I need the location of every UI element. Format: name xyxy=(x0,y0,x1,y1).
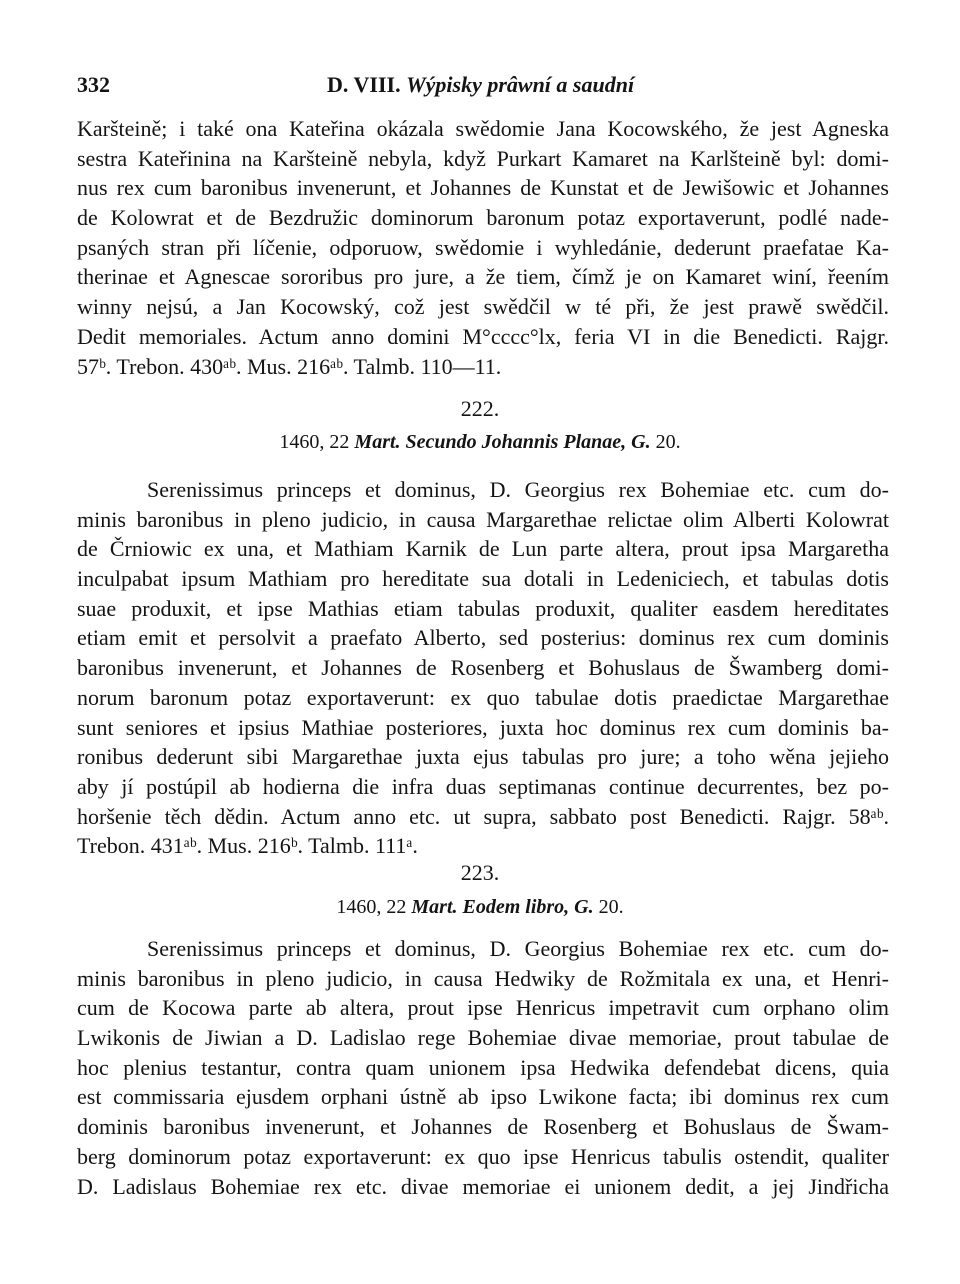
text-line: de Kolowrat et de Bezdružic dominorum baronum potaz exportaverunt, podlé nade- xyxy=(77,205,889,231)
text-line: suae produxit, et ipse Mathias etiam tabulas produxit, qualiter easdem hereditates xyxy=(77,595,889,621)
text-line: winny nejsú, a Jan Kocowský, což jest swědčil w té při, že jest prawě swědčil. xyxy=(77,294,889,320)
text-line: minis baronibus in pleno judicio, in causa Margarethae relictae olim Alberti Kolowrat xyxy=(77,506,889,532)
text-line: therinae et Agnescae sororibus pro jure, a že tiem, čímž je on Kamaret winí, řeením xyxy=(77,264,889,290)
text-line: psaných stran při líčenie, odporuow, swědomie i wyhledánie, dederunt praefatae Ka- xyxy=(77,234,889,260)
text-line: dominis baronibus invenerunt, et Johannes de Rosenberg et Bohuslaus de Šwam- xyxy=(77,1114,889,1140)
entry-dateline xyxy=(0,896,960,919)
text-line: sunt seniores et ipsius Mathiae posteriores, juxta hoc dominus rex cum dominis ba- xyxy=(77,714,889,740)
entry-text xyxy=(77,934,889,1201)
text-line: Trebon. 431ᵃᵇ. Mus. 216ᵇ. Talmb. 111ᵃ. xyxy=(77,833,418,859)
text-line: est commissaria ejusdem orphani ústně ab ipso Lwikone facta; ibi dominus rex cum xyxy=(77,1084,889,1110)
text-line: Serenissimus princeps et dominus, D. Georgius rex Bohemiae etc. cum do- xyxy=(147,477,889,502)
text-line: nus rex cum baronibus invenerunt, et Johannes de Kunstat et de Jewišowic et Johannes xyxy=(77,175,889,201)
entry-number: 222. xyxy=(460,396,500,421)
text-line: inculpabat ipsum Mathiam pro hereditate sua dotali in Ledeniciech, et tabulas dotis xyxy=(77,566,889,592)
text-line: minis baronibus in pleno judicio, in causa Hedwiky de Rožmitala ex una, et Henri- xyxy=(77,965,889,991)
text-line: ronibus dederunt sibi Margarethae juxta ejus tabulas pro jure; a toho wěna jejieho xyxy=(77,744,889,770)
text-line: sestra Kateřinina na Karšteině nebyla, když Purkart Kamaret na Karlšteině byl: domi- xyxy=(77,145,889,171)
section-subtitle: Wýpisky prâwní a saudní xyxy=(406,72,635,97)
text-line: Dedit memoriales. Actum anno domini M°cccc°lx, feria VI in die Benedicti. Rajgr. xyxy=(77,323,889,349)
text-line: hoc plenius testantur, contra quam unionem ipsa Hedwika defendebat dicens, quia xyxy=(77,1054,889,1080)
entry-source: Mart. Eodem libro, G. xyxy=(411,896,594,918)
text-line: Lwikonis de Jiwian a D. Ladislao rege Bohemiae divae memoriae, prout tabulae de xyxy=(77,1025,889,1051)
continuation-text xyxy=(77,114,889,381)
text-line: etiam emit et persolvit a praefato Alberto, sed posterius: dominus rex cum dominis xyxy=(77,625,889,651)
entry-dateline xyxy=(0,431,960,454)
entry-number: 223. xyxy=(460,860,500,885)
text-line: Serenissimus princeps et dominus, D. Georgius Bohemiae rex etc. cum do- xyxy=(147,936,889,961)
entry-date: 1460, 22 xyxy=(279,431,350,453)
text-line: D. Ladislaus Bohemiae rex etc. divae memoriae ei unionem dedit, a jej Jindřicha xyxy=(77,1173,889,1199)
running-head xyxy=(77,72,889,102)
section-label: D. VIII. xyxy=(327,72,401,97)
text-line: horšenie těch dědin. Actum anno etc. ut supra, sabbato post Benedicti. Rajgr. 58ᵃᵇ. xyxy=(77,803,889,829)
entry-text xyxy=(77,475,889,861)
entry-date-end: 20. xyxy=(598,896,624,918)
entry-date-end: 20. xyxy=(655,431,681,453)
text-line: aby jí postúpil ab hodierna die infra duas septimanas continue decurrentes, bez po- xyxy=(77,773,889,799)
running-title xyxy=(327,72,634,98)
entry-date: 1460, 22 xyxy=(336,896,407,918)
text-line: 57ᵇ. Trebon. 430ᵃᵇ. Mus. 216ᵃᵇ. Talmb. 110—11. xyxy=(77,353,502,379)
text-line: berg dominorum potaz exportaverunt: ex quo ipse Henricus tabulis ostendit, qualiter xyxy=(77,1143,889,1169)
text-line: de Črniowic ex una, et Mathiam Karnik de Lun parte altera, prout ipsa Margaretha xyxy=(77,536,889,562)
text-line: Karšteině; i také ona Kateřina okázala swědomie Jana Kocowského, že jest Agneska xyxy=(77,116,889,141)
text-line: cum de Kocowa parte ab altera, prout ipse Henricus impetravit cum orphano olim xyxy=(77,995,889,1021)
entry-source: Mart. Secundo Johannis Planae, G. xyxy=(354,431,651,453)
text-line: norum baronum potaz exportaverunt: ex quo tabulae dotis praedictae Margarethae xyxy=(77,684,889,710)
text-line: baronibus invenerunt, et Johannes de Rosenberg et Bohuslaus de Šwamberg domi- xyxy=(77,655,889,681)
page-number: 332 xyxy=(77,72,110,97)
